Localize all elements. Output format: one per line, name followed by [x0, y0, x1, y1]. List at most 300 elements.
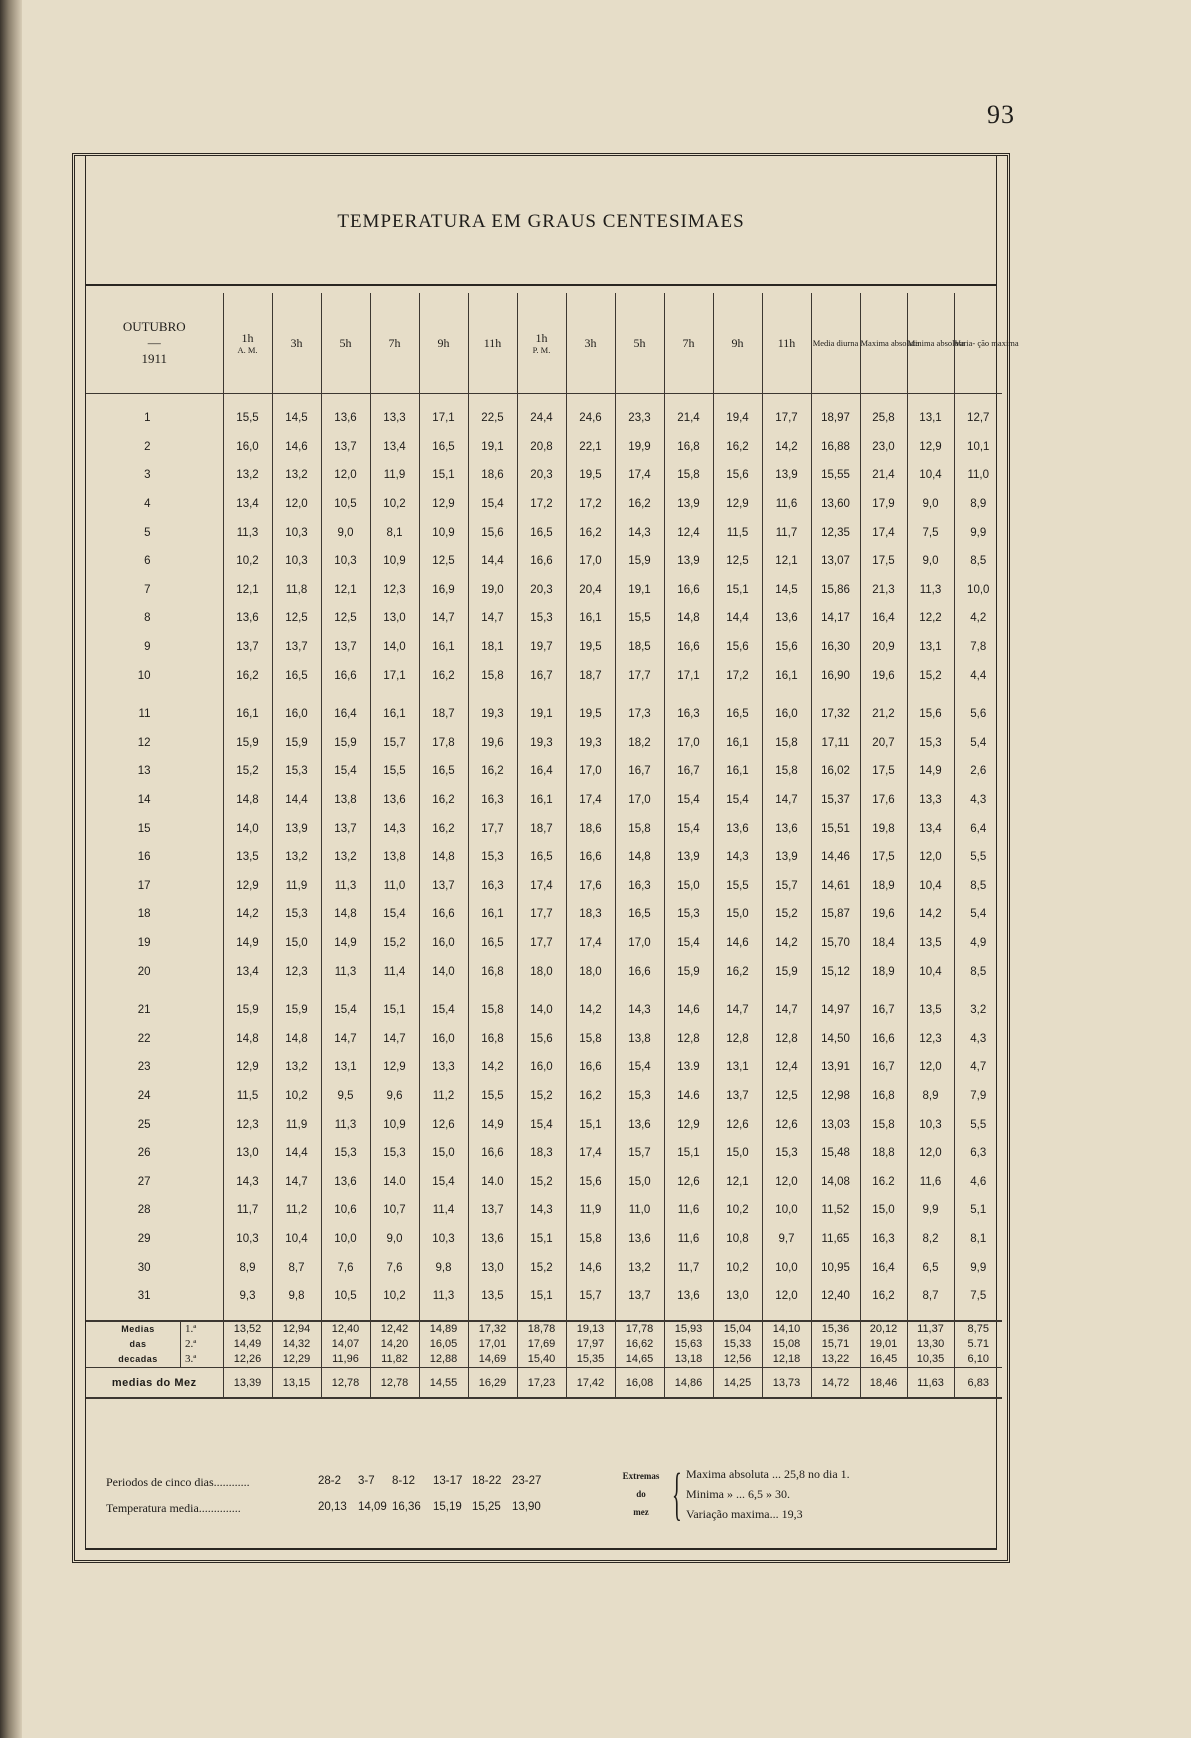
value-cell: 13,0 [370, 604, 419, 633]
value-cell: 12,0 [907, 1139, 954, 1168]
value-cell: 5,5 [954, 843, 1002, 872]
value-cell: 15,0 [713, 900, 762, 929]
value-cell: 9,9 [907, 1196, 954, 1225]
value-cell: 14.6 [664, 1082, 713, 1111]
value-cell: 10,3 [272, 518, 321, 547]
decade-value: 13,30 [916, 1338, 945, 1351]
value-cell: 12,3 [272, 957, 321, 986]
book-binding-edge [0, 0, 22, 1738]
spacer-cell [468, 394, 517, 405]
value-cell: 13,9 [272, 814, 321, 843]
value-cell: 11,5 [223, 1082, 272, 1111]
spacer-cell [468, 986, 517, 996]
value-cell: 22,1 [566, 433, 615, 462]
table-row [86, 576, 1002, 605]
decade-value: 13,52 [233, 1323, 262, 1336]
value-cell: 15,48 [811, 1139, 860, 1168]
value-cell: 16,2 [566, 1082, 615, 1111]
value-cell: 14,3 [615, 518, 664, 547]
table-row [86, 1167, 1002, 1196]
value-cell: 14,2 [907, 900, 954, 929]
value-cell: 17,1 [664, 661, 713, 690]
value-cell: 15,9 [223, 996, 272, 1025]
table-header [86, 293, 1019, 394]
value-cell: 16,5 [517, 518, 566, 547]
value-cell: 16,6 [419, 900, 468, 929]
value-cell: 8,5 [954, 547, 1002, 576]
value-cell: 12,9 [223, 872, 272, 901]
value-cell: 13,4 [223, 490, 272, 519]
value-cell: 13,7 [615, 1282, 664, 1311]
page-number: 93 [987, 100, 1015, 129]
value-cell: 12,0 [321, 461, 370, 490]
value-cell: 16,2 [615, 490, 664, 519]
value-cell: 4,3 [954, 786, 1002, 815]
value-cell: 20,8 [517, 433, 566, 462]
value-cell: 14,5 [272, 404, 321, 433]
spacer-cell [811, 394, 860, 405]
value-cell: 15,3 [762, 1139, 811, 1168]
medias-mez-row [86, 1368, 1002, 1398]
value-cell: 14,8 [615, 843, 664, 872]
hour-header [566, 293, 615, 394]
minima-absoluta-header-label: Minima absoluta [907, 337, 965, 348]
value-cell: 14,4 [272, 786, 321, 815]
value-cell: 11,52 [811, 1196, 860, 1225]
value-cell: 15,0 [272, 929, 321, 958]
table-row [86, 1024, 1002, 1053]
value-cell: 11,3 [419, 1282, 468, 1311]
hour-header [664, 293, 713, 394]
value-cell: 15,9 [762, 957, 811, 986]
value-cell: 13,7 [468, 1196, 517, 1225]
value-cell: 5,4 [954, 900, 1002, 929]
value-cell: 11,4 [370, 957, 419, 986]
value-cell: 8,1 [370, 518, 419, 547]
value-cell: 14,0 [419, 957, 468, 986]
mez-value-cell: 12,78 [370, 1368, 419, 1398]
value-cell: 18,3 [566, 900, 615, 929]
extremas-line: do [636, 1489, 646, 1499]
temperatura-media-value: 16,36 [392, 1501, 421, 1513]
value-cell: 17,2 [566, 490, 615, 519]
value-cell: 15,4 [664, 786, 713, 815]
value-cell: 17,5 [860, 757, 907, 786]
temperatura-media-value: 20,13 [318, 1501, 347, 1513]
value-cell: 11,4 [419, 1196, 468, 1225]
value-cell: 13,91 [811, 1053, 860, 1082]
value-cell: 10,9 [370, 1110, 419, 1139]
value-cell: 13,3 [907, 786, 954, 815]
spacer-cell [223, 1310, 272, 1321]
value-cell: 13,6 [468, 1225, 517, 1254]
value-cell: 15,9 [615, 547, 664, 576]
mez-value-cell: 11,63 [907, 1368, 954, 1398]
day-cell: 14 [137, 794, 151, 807]
decade-value: 18,78 [527, 1323, 556, 1336]
maxima-absoluta-header-label: Maxima absoluta [860, 337, 920, 348]
decade-value: 15,40 [527, 1353, 556, 1366]
value-cell: 13,6 [321, 404, 370, 433]
year-label: 1911 [141, 351, 168, 366]
minima-absoluta-header [907, 293, 965, 394]
table-row [86, 843, 1002, 872]
table-row [86, 996, 1002, 1025]
spacer-cell [86, 394, 223, 405]
decade-value: 12,40 [331, 1323, 360, 1336]
spacer-cell [907, 394, 954, 405]
value-cell: 16,1 [517, 786, 566, 815]
decade-values-cell [664, 1321, 713, 1368]
decade-values-cell [811, 1321, 860, 1368]
hour-header [468, 293, 517, 394]
value-cell: 13,5 [907, 996, 954, 1025]
value-cell: 14,0 [223, 814, 272, 843]
value-cell: 9,9 [954, 1253, 1002, 1282]
value-cell: 15,4 [321, 757, 370, 786]
spacer-row [86, 986, 1002, 996]
value-cell: 15,3 [517, 604, 566, 633]
value-cell: 8,9 [907, 1082, 954, 1111]
value-cell: 13,2 [321, 843, 370, 872]
value-cell: 10,9 [419, 518, 468, 547]
extremas-line: Extremas [622, 1471, 660, 1481]
value-cell: 17,0 [615, 929, 664, 958]
value-cell: 4,9 [954, 929, 1002, 958]
value-cell: 14,2 [566, 996, 615, 1025]
value-cell: 8,9 [223, 1253, 272, 1282]
hour-header [517, 293, 566, 394]
decade-value: 14,32 [282, 1338, 311, 1351]
value-cell: 18,1 [468, 633, 517, 662]
value-cell: 6,5 [907, 1253, 954, 1282]
hour-label: 9h [437, 336, 450, 350]
brace-glyph: { [672, 1461, 682, 1526]
value-cell: 16,1 [762, 661, 811, 690]
value-cell: 15,1 [419, 461, 468, 490]
value-cell: 14,8 [664, 604, 713, 633]
value-cell: 15,3 [272, 757, 321, 786]
hour-header [419, 293, 468, 394]
value-cell: 17,4 [566, 786, 615, 815]
value-cell: 23,3 [615, 404, 664, 433]
value-cell: 19,1 [468, 433, 517, 462]
value-cell: 16,3 [615, 872, 664, 901]
value-cell: 14,5 [762, 576, 811, 605]
spacer-cell [321, 986, 370, 996]
decade-value: 12,42 [380, 1323, 409, 1336]
value-cell: 17,6 [566, 872, 615, 901]
decade-value: 12,56 [723, 1353, 752, 1366]
spacer-cell [860, 986, 907, 996]
value-cell: 15,1 [517, 1282, 566, 1311]
value-cell: 14,50 [811, 1024, 860, 1053]
value-cell: 8,5 [954, 957, 1002, 986]
spacer-cell [419, 690, 468, 700]
value-cell: 17,4 [517, 872, 566, 901]
spacer-cell [321, 1310, 370, 1321]
spacer-cell [762, 986, 811, 996]
value-cell: 14,0 [517, 996, 566, 1025]
hour-label: 3h [584, 336, 597, 350]
value-cell: 19,8 [860, 814, 907, 843]
value-cell: 15,3 [615, 1082, 664, 1111]
value-cell: 16,6 [664, 633, 713, 662]
mez-value-cell: 16,29 [468, 1368, 517, 1398]
value-cell: 15,9 [223, 729, 272, 758]
value-cell: 14,4 [468, 547, 517, 576]
value-cell: 13,9 [664, 490, 713, 519]
value-cell: 15,2 [517, 1253, 566, 1282]
value-cell: 19,6 [468, 729, 517, 758]
value-cell: 12,8 [664, 1024, 713, 1053]
value-cell: 13,2 [272, 843, 321, 872]
value-cell: 16.2 [860, 1167, 907, 1196]
value-cell: 11,7 [762, 518, 811, 547]
value-cell: 18,6 [566, 814, 615, 843]
value-cell: 13,60 [811, 490, 860, 519]
value-cell: 11,3 [907, 576, 954, 605]
value-cell: 12,1 [223, 576, 272, 605]
value-cell: 17,4 [566, 929, 615, 958]
value-cell: 14,7 [762, 996, 811, 1025]
value-cell: 15,70 [811, 929, 860, 958]
value-cell: 14,2 [468, 1053, 517, 1082]
value-cell: 12,9 [419, 490, 468, 519]
value-cell: 17,5 [860, 547, 907, 576]
day-cell: 13 [137, 765, 151, 778]
value-cell: 11,3 [321, 957, 370, 986]
value-cell: 9,0 [907, 547, 954, 576]
value-cell: 15,6 [907, 700, 954, 729]
value-cell: 15,7 [566, 1282, 615, 1311]
value-cell: 10,3 [907, 1110, 954, 1139]
value-cell: 14,6 [664, 996, 713, 1025]
value-cell: 6,3 [954, 1139, 1002, 1168]
value-cell: 13,0 [468, 1253, 517, 1282]
value-cell: 17,0 [615, 786, 664, 815]
table-row [86, 404, 1002, 433]
value-cell: 13,4 [907, 814, 954, 843]
day-cell: 25 [137, 1118, 151, 1131]
value-cell: 17,9 [860, 490, 907, 519]
value-cell: 16,8 [664, 433, 713, 462]
value-cell: 13,6 [762, 604, 811, 633]
value-cell: 13,0 [223, 1139, 272, 1168]
table-row [86, 547, 1002, 576]
spacer-cell [907, 986, 954, 996]
periodo-value: 23-27 [512, 1475, 542, 1487]
day-cell: 21 [137, 1004, 151, 1017]
value-cell: 11,7 [223, 1196, 272, 1225]
value-cell: 15,7 [370, 729, 419, 758]
day-cell: 18 [137, 908, 151, 921]
value-cell: 16,4 [517, 757, 566, 786]
decade-value: 17,78 [625, 1323, 654, 1336]
value-cell: 16,3 [468, 786, 517, 815]
spacer-cell [713, 1310, 762, 1321]
value-cell: 11,9 [566, 1196, 615, 1225]
value-cell: 12,1 [762, 547, 811, 576]
spacer-cell [566, 394, 615, 405]
value-cell: 15,8 [615, 814, 664, 843]
spacer-cell [762, 690, 811, 700]
value-cell: 13,8 [370, 843, 419, 872]
value-cell: 15,4 [664, 814, 713, 843]
value-cell: 16,5 [517, 843, 566, 872]
value-cell: 13,6 [615, 1225, 664, 1254]
value-cell: 10,2 [713, 1253, 762, 1282]
value-cell: 13,4 [223, 957, 272, 986]
am-label: A. M. [237, 345, 258, 355]
value-cell: 14,8 [223, 786, 272, 815]
value-cell: 2,6 [954, 757, 1002, 786]
value-cell: 14,17 [811, 604, 860, 633]
value-cell: 13,5 [907, 929, 954, 958]
value-cell: 17,32 [811, 700, 860, 729]
value-cell: 11,6 [664, 1225, 713, 1254]
value-cell: 8,7 [907, 1282, 954, 1311]
table-row [86, 786, 1002, 815]
value-cell: 14,9 [321, 929, 370, 958]
table-body [86, 394, 1002, 1399]
value-cell: 12,6 [713, 1110, 762, 1139]
value-cell: 18,6 [468, 461, 517, 490]
value-cell: 15,8 [566, 1225, 615, 1254]
decade-label: 2.ª [185, 1338, 197, 1351]
spacer-cell [860, 1310, 907, 1321]
decade-value: 15,35 [576, 1353, 605, 1366]
table-row [86, 518, 1002, 547]
decade-value: 19,13 [576, 1323, 605, 1336]
value-cell: 13,6 [664, 1282, 713, 1311]
spacer-cell [713, 690, 762, 700]
value-cell: 15,1 [517, 1225, 566, 1254]
decade-value: 8,75 [967, 1323, 989, 1336]
value-cell: 10,7 [370, 1196, 419, 1225]
value-cell: 10,0 [762, 1253, 811, 1282]
value-cell: 15,1 [664, 1139, 713, 1168]
value-cell: 15,9 [321, 729, 370, 758]
value-cell: 14,7 [419, 604, 468, 633]
value-cell: 9,7 [762, 1225, 811, 1254]
mez-value-cell: 12,78 [321, 1368, 370, 1398]
value-cell: 13,7 [272, 633, 321, 662]
value-cell: 14,8 [223, 1024, 272, 1053]
table-row [86, 872, 1002, 901]
value-cell: 15,7 [762, 872, 811, 901]
value-cell: 14,3 [615, 996, 664, 1025]
day-cell: 19 [137, 936, 151, 949]
mez-value-cell: 14,55 [419, 1368, 468, 1398]
decade-value: 15,08 [772, 1338, 801, 1351]
value-cell: 10,4 [907, 957, 954, 986]
decade-values-cell [615, 1321, 664, 1368]
value-cell: 14,7 [321, 1024, 370, 1053]
value-cell: 13,1 [713, 1053, 762, 1082]
value-cell: 15,6 [713, 461, 762, 490]
value-cell: 5,5 [954, 1110, 1002, 1139]
value-cell: 15,6 [713, 633, 762, 662]
value-cell: 11,6 [907, 1167, 954, 1196]
decade-values-cell [517, 1321, 566, 1368]
table-row [86, 1282, 1002, 1311]
value-cell: 7,5 [954, 1282, 1002, 1311]
value-cell: 15,8 [468, 661, 517, 690]
spacer-cell [370, 986, 419, 996]
table-row [86, 729, 1002, 758]
spacer-cell [860, 394, 907, 405]
spacer-cell [86, 1310, 223, 1321]
value-cell: 16,7 [664, 757, 713, 786]
value-cell: 16,3 [468, 872, 517, 901]
value-cell: 14,4 [272, 1139, 321, 1168]
value-cell: 19,3 [566, 729, 615, 758]
hour-header [272, 293, 321, 394]
day-cell: 26 [137, 1147, 151, 1160]
value-cell: 13,9 [664, 843, 713, 872]
value-cell: 19,5 [566, 700, 615, 729]
value-cell: 15,0 [713, 1139, 762, 1168]
value-cell: 15,9 [664, 957, 713, 986]
decade-values-cell [468, 1321, 517, 1368]
value-cell: 17,2 [713, 661, 762, 690]
value-cell: 8,2 [907, 1225, 954, 1254]
value-cell: 13,2 [272, 1053, 321, 1082]
value-cell: 17,4 [615, 461, 664, 490]
value-cell: 15,2 [907, 661, 954, 690]
value-cell: 13,7 [321, 814, 370, 843]
day-cell: 10 [137, 669, 151, 682]
decade-value: 15,04 [723, 1323, 752, 1336]
value-cell: 15,12 [811, 957, 860, 986]
table-title: TEMPERATURA EM GRAUS CENTESIMAES [337, 211, 745, 232]
value-cell: 10,3 [321, 547, 370, 576]
decade-value: 6,10 [967, 1353, 989, 1366]
value-cell: 16,0 [272, 700, 321, 729]
value-cell: 15,2 [223, 757, 272, 786]
value-cell: 13,2 [272, 461, 321, 490]
value-cell: 17,0 [566, 547, 615, 576]
medias-label-line: das [129, 1339, 147, 1350]
decade-label: 3.ª [185, 1353, 197, 1366]
hour-label: 11h [483, 336, 502, 350]
value-cell: 15,4 [664, 929, 713, 958]
value-cell: 14,9 [468, 1110, 517, 1139]
decade-value: 12,18 [772, 1353, 801, 1366]
value-cell: 16,6 [321, 661, 370, 690]
value-cell: 15,2 [370, 929, 419, 958]
extremas-maxima: Maxima absoluta ... 25,8 no dia 1. [686, 1467, 850, 1481]
day-cell: 8 [144, 612, 151, 625]
value-cell: 16,1 [419, 633, 468, 662]
medias-mez-label: medias do Mez [86, 1368, 223, 1398]
value-cell: 13,5 [468, 1282, 517, 1311]
value-cell: 20,9 [860, 633, 907, 662]
extremas-variacao: Variação maxima... 19,3 [686, 1507, 803, 1521]
day-cell: 12 [137, 736, 151, 749]
value-cell: 9,8 [419, 1253, 468, 1282]
value-cell: 15,51 [811, 814, 860, 843]
pm-label: P. M. [532, 345, 551, 355]
variacao-maxima-header-label: Varia- ção maxima [954, 337, 1019, 348]
value-cell: 4,6 [954, 1167, 1002, 1196]
value-cell: 11,0 [615, 1196, 664, 1225]
hour-header [321, 293, 370, 394]
value-cell: 15,8 [664, 461, 713, 490]
value-cell: 9,3 [223, 1282, 272, 1311]
value-cell: 15,3 [370, 1139, 419, 1168]
